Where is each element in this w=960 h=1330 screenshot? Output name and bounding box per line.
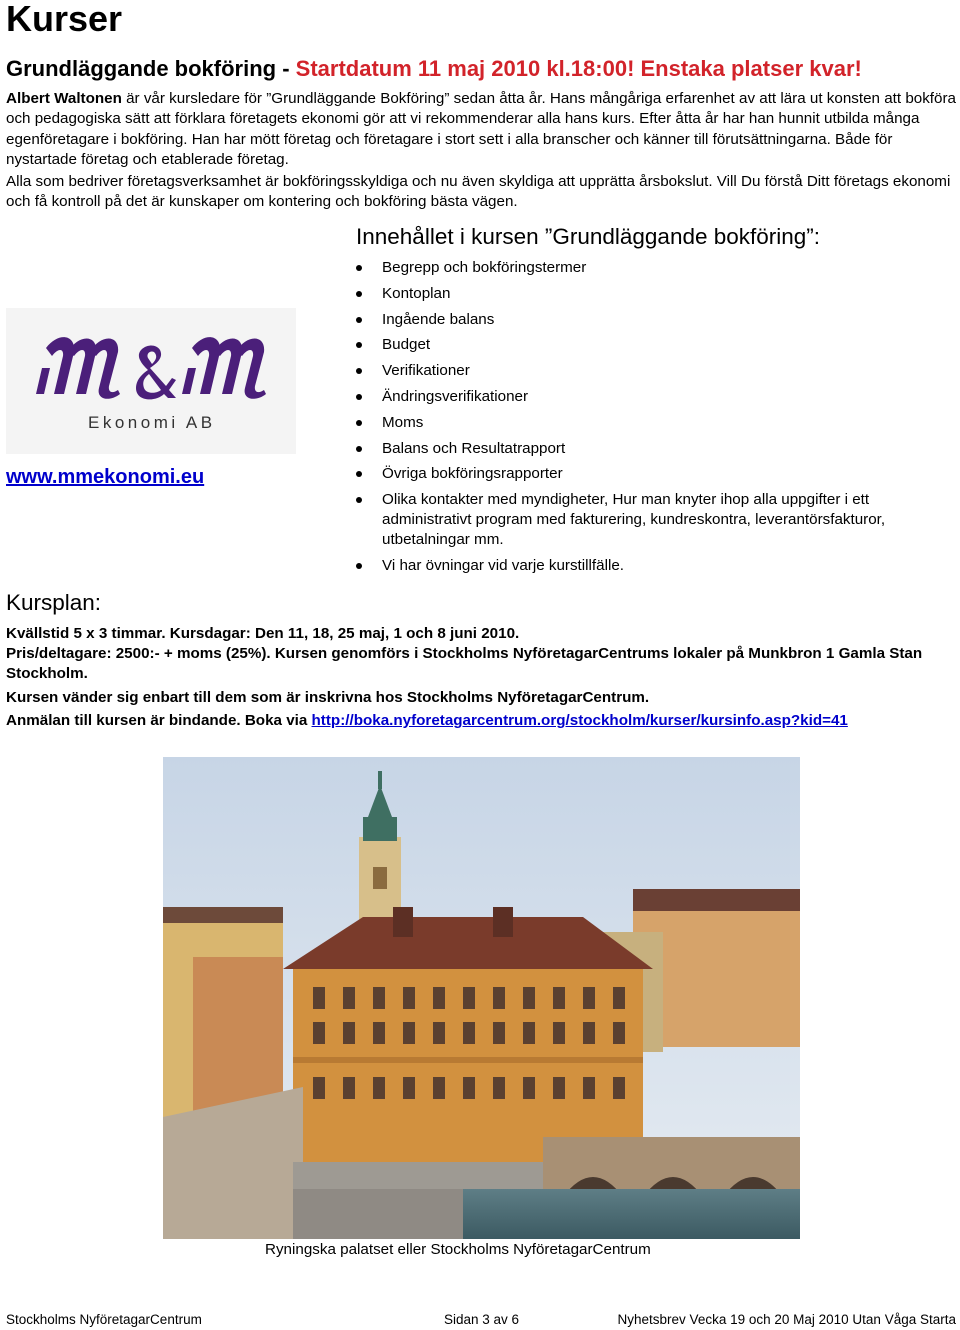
course-content-item: Olika kontakter med myndigheter, Hur man knyter ihop alla uppgifter i ett administrativt program med fakturering, kundreskontra, leverantörsfakturor, utbetalningar mm. <box>356 490 956 550</box>
footer-right: Nyhetsbrev Vecka 19 och 20 Maj 2010 Utan Våga Starta <box>617 1312 956 1327</box>
course-content-item: Vi har övningar vid varje kurstillfälle. <box>356 556 956 576</box>
mm-ekonomi-logo-graphic <box>6 308 296 454</box>
company-logo <box>6 308 296 454</box>
course-contents-heading: Innehållet i kursen ”Grundläggande bokföring”: <box>356 224 821 249</box>
building-photo <box>163 757 800 1239</box>
course-content-item: Verifikationer <box>356 361 956 381</box>
course-title <box>6 56 862 82</box>
course-plan-heading: Kursplan: <box>6 590 102 615</box>
booking-link[interactable]: http://boka.nyforetagarcentrum.org/stockholm/kurser/kursinfo.asp?kid=41 <box>311 712 848 729</box>
course-content-item: Ändringsverifikationer <box>356 387 956 407</box>
company-website-link[interactable]: www.mmekonomi.eu <box>6 466 205 488</box>
bookkeeping-paragraph: Alla som bedriver företagsverksamhet är bokföringsskyldiga och nu även skyldiga att upprätta årsbokslut. Vill Du förstå Ditt företags ekonomi och få kontroll på det är kunskaper om kontering och bokföring bästa vägen. <box>6 173 951 211</box>
course-content-item: Moms <box>356 413 956 433</box>
logo-company-name: Ekonomi AB <box>88 413 216 432</box>
photo-caption: Ryningska palatset eller Stockholms NyföretagarCentrum <box>265 1241 651 1258</box>
course-start-notice: Startdatum 11 maj 2010 kl.18:00! Enstaka platser kvar! <box>295 56 862 81</box>
course-contents-list <box>356 258 956 582</box>
course-content-item: Balans och Resultatrapport <box>356 439 956 459</box>
course-eligibility: Kursen vänder sig enbart till dem som är inskrivna hos Stockholms NyföretagarCentrum. <box>6 689 650 706</box>
course-content-item: Kontoplan <box>356 284 956 304</box>
course-schedule: Kvällstid 5 x 3 timmar. Kursdagar: Den 11, 18, 25 maj, 1 och 8 juni 2010. <box>6 625 520 642</box>
stockholm-palace-illustration <box>163 757 800 1239</box>
course-content-item: Budget <box>356 335 956 355</box>
intro-text: är vår kursledare för ”Grundläggande Bokföring” sedan åtta år. Hans mångåriga erfarenhet av att lära ut konsten att bokföra och pedagogiska sätt att förklara företagets ekonomi gör att vi rekommenderar alla hans kurs. Efter åtta år har han hunnit utbilda många egenföretagare i bokföring. Han har mött företag och företagare i stort sett i alla branscher och känner till förutsättningarna. Både för nystartade företag och etablerade företag. <box>6 90 956 168</box>
booking-text: Anmälan till kursen är bindande. Boka via <box>6 712 312 729</box>
course-booking <box>6 711 956 731</box>
course-price-location: Pris/deltagare: 2500:- + moms (25%). Kursen genomförs i Stockholms NyföretagarCentrums lokaler på Munkbron 1 Gamla Stan Stockholm. <box>6 645 923 682</box>
course-content-item: Övriga bokföringsrapporter <box>356 464 956 484</box>
footer-left: Stockholms NyföretagarCentrum <box>6 1312 202 1327</box>
intro-paragraph <box>6 89 956 170</box>
course-content-item: Ingående balans <box>356 310 956 330</box>
course-content-item: Begrepp och bokföringstermer <box>356 258 956 278</box>
course-title-prefix: Grundläggande bokföring - <box>6 56 296 81</box>
footer-page-number: Sidan 3 av 6 <box>444 1312 520 1327</box>
teacher-name: Albert Waltonen <box>6 90 122 107</box>
page-title: Kurser <box>6 0 123 39</box>
